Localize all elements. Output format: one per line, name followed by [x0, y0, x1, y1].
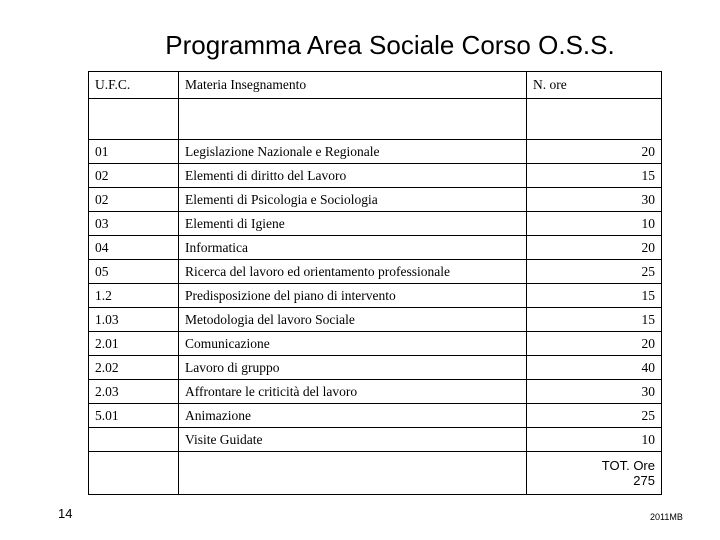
subject-cell: Comunicazione — [179, 332, 527, 356]
hours-cell: 10 — [527, 428, 662, 452]
hours-cell: 20 — [527, 332, 662, 356]
table-row — [89, 308, 662, 332]
hours-cell: 30 — [527, 188, 662, 212]
table-row — [89, 164, 662, 188]
subject-cell: Animazione — [179, 404, 527, 428]
subject-cell: Metodologia del lavoro Sociale — [179, 308, 527, 332]
hours-cell: 15 — [527, 284, 662, 308]
ufc-cell: 03 — [89, 212, 179, 236]
spacer-cell — [179, 452, 527, 495]
spacer-cell — [179, 99, 527, 140]
table-row — [89, 260, 662, 284]
subject-cell: Elementi di diritto del Lavoro — [179, 164, 527, 188]
ufc-cell: 05 — [89, 260, 179, 284]
subject-cell: Elementi di Igiene — [179, 212, 527, 236]
ufc-cell: 02 — [89, 164, 179, 188]
table-row — [89, 284, 662, 308]
subject-cell: Predisposizione del piano di intervento — [179, 284, 527, 308]
subject-cell: Informatica — [179, 236, 527, 260]
program-table — [88, 71, 662, 495]
table-row — [89, 140, 662, 164]
ufc-cell: 2.02 — [89, 356, 179, 380]
hours-cell: 15 — [527, 164, 662, 188]
table-row — [89, 332, 662, 356]
subject-cell: Elementi di Psicologia e Sociologia — [179, 188, 527, 212]
subject-cell: Affrontare le criticità del lavoro — [179, 380, 527, 404]
header-subject: Materia Insegnamento — [179, 72, 527, 99]
subject-cell: Ricerca del lavoro ed orientamento professionale — [179, 260, 527, 284]
ufc-cell: 1.2 — [89, 284, 179, 308]
table-header-row — [89, 72, 662, 99]
table-row — [89, 236, 662, 260]
total-label: TOT. Ore — [601, 458, 655, 473]
spacer-cell — [89, 99, 179, 140]
header-hours: N. ore — [527, 72, 662, 99]
subject-cell: Lavoro di gruppo — [179, 356, 527, 380]
spacer-cell — [527, 99, 662, 140]
slide-title: Programma Area Sociale Corso O.S.S. — [165, 30, 615, 60]
hours-cell: 25 — [527, 404, 662, 428]
ufc-cell — [89, 428, 179, 452]
ufc-cell: 2.01 — [89, 332, 179, 356]
hours-cell: 30 — [527, 380, 662, 404]
table-row — [89, 188, 662, 212]
hours-cell: 20 — [527, 140, 662, 164]
ufc-cell: 2.03 — [89, 380, 179, 404]
table-row — [89, 404, 662, 428]
header-ufc: U.F.C. — [89, 72, 179, 99]
hours-cell: 20 — [527, 236, 662, 260]
total-value: 275 — [633, 473, 655, 488]
hours-cell: 15 — [527, 308, 662, 332]
subject-cell: Visite Guidate — [179, 428, 527, 452]
table-row — [89, 212, 662, 236]
ufc-cell: 01 — [89, 140, 179, 164]
table-total-row — [89, 452, 662, 495]
page-number: 14 — [58, 506, 73, 521]
spacer-cell — [89, 452, 179, 495]
total-cell — [527, 452, 662, 495]
ufc-cell: 1.03 — [89, 308, 179, 332]
hours-cell: 25 — [527, 260, 662, 284]
footer-mark: 2011MB — [650, 512, 683, 522]
table-row — [89, 356, 662, 380]
table-row — [89, 380, 662, 404]
hours-cell: 40 — [527, 356, 662, 380]
ufc-cell: 04 — [89, 236, 179, 260]
table-spacer-row — [89, 99, 662, 140]
ufc-cell: 02 — [89, 188, 179, 212]
subject-cell: Legislazione Nazionale e Regionale — [179, 140, 527, 164]
ufc-cell: 5.01 — [89, 404, 179, 428]
table-row — [89, 428, 662, 452]
hours-cell: 10 — [527, 212, 662, 236]
